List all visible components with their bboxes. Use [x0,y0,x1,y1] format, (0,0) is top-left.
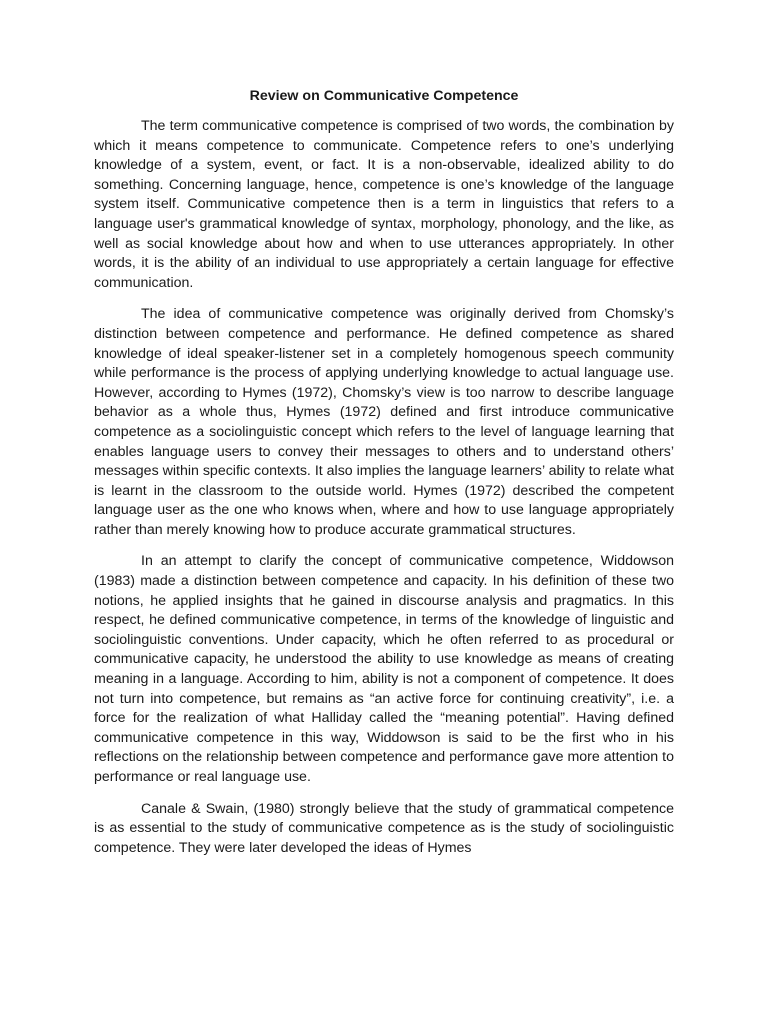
paragraph-2: The idea of communicative competence was originally derived from Chomsky’s distinction between competence and performance. He defined competence as shared knowledge of ideal speaker-listener set in a completely homogenous speech community while performance is the process of applying underlying knowledge to actual language use. However, according to Hymes (1972), Chomsky’s view is too narrow to describe language behavior as a whole thus, Hymes (1972) defined and first introduce communicative competence as a sociolinguistic concept which refers to the level of language learning that enables language users to convey their messages to others and to understand others’ messages within specific contexts. It also implies the language learners’ ability to relate what is learnt in the classroom to the outside world. Hymes (1972) described the competent language user as the one who knows when, where and how to use language appropriately rather than merely knowing how to produce accurate grammatical structures. [94,306,674,538]
document-body [94,86,674,870]
document-title: Review on Communicative Competence [249,88,519,104]
paragraph-1: The term communicative competence is comprised of two words, the combination by which it means competence to communicate. Competence refers to one’s underlying knowledge of a system, event, or fact. It is a non-observable, idealized ability to do something. Concerning language, hence, competence is one’s knowledge of the language system itself. Communicative competence then is a term in linguistics that refers to a language user's grammatical knowledge of syntax, morphology, phonology, and the like, as well as social knowledge about how and when to use utterances appropriately. In other words, it is the ability of an individual to use appropriately a certain language for effective communication. [94,118,674,291]
paragraph-3: In an attempt to clarify the concept of communicative competence, Widdowson (1983) made a distinction between competence and capacity. In his definition of these two notions, he applied insights that he gained in discourse analysis and pragmatics. In this respect, he defined communicative competence, in terms of the knowledge of linguistic and sociolinguistic conventions. Under capacity, which he often referred to as procedural or communicative capacity, he understood the ability to use knowledge as means of creating meaning in a language. According to him, ability is not a component of competence. It does not turn into competence, but remains as “an active force for continuing creativity”, i.e. a force for the realization of what Halliday called the “meaning potential”. Having defined communicative competence in this way, Widdowson is said to be the first who in his reflections on the relationship between competence and performance gave more attention to performance or real language use. [94,553,674,785]
paragraph-4: Canale & Swain, (1980) strongly believe that the study of grammatical competence is as essential to the study of communicative competence as is the study of sociolinguistic competence. They were later developed the ideas of Hymes [94,800,674,856]
